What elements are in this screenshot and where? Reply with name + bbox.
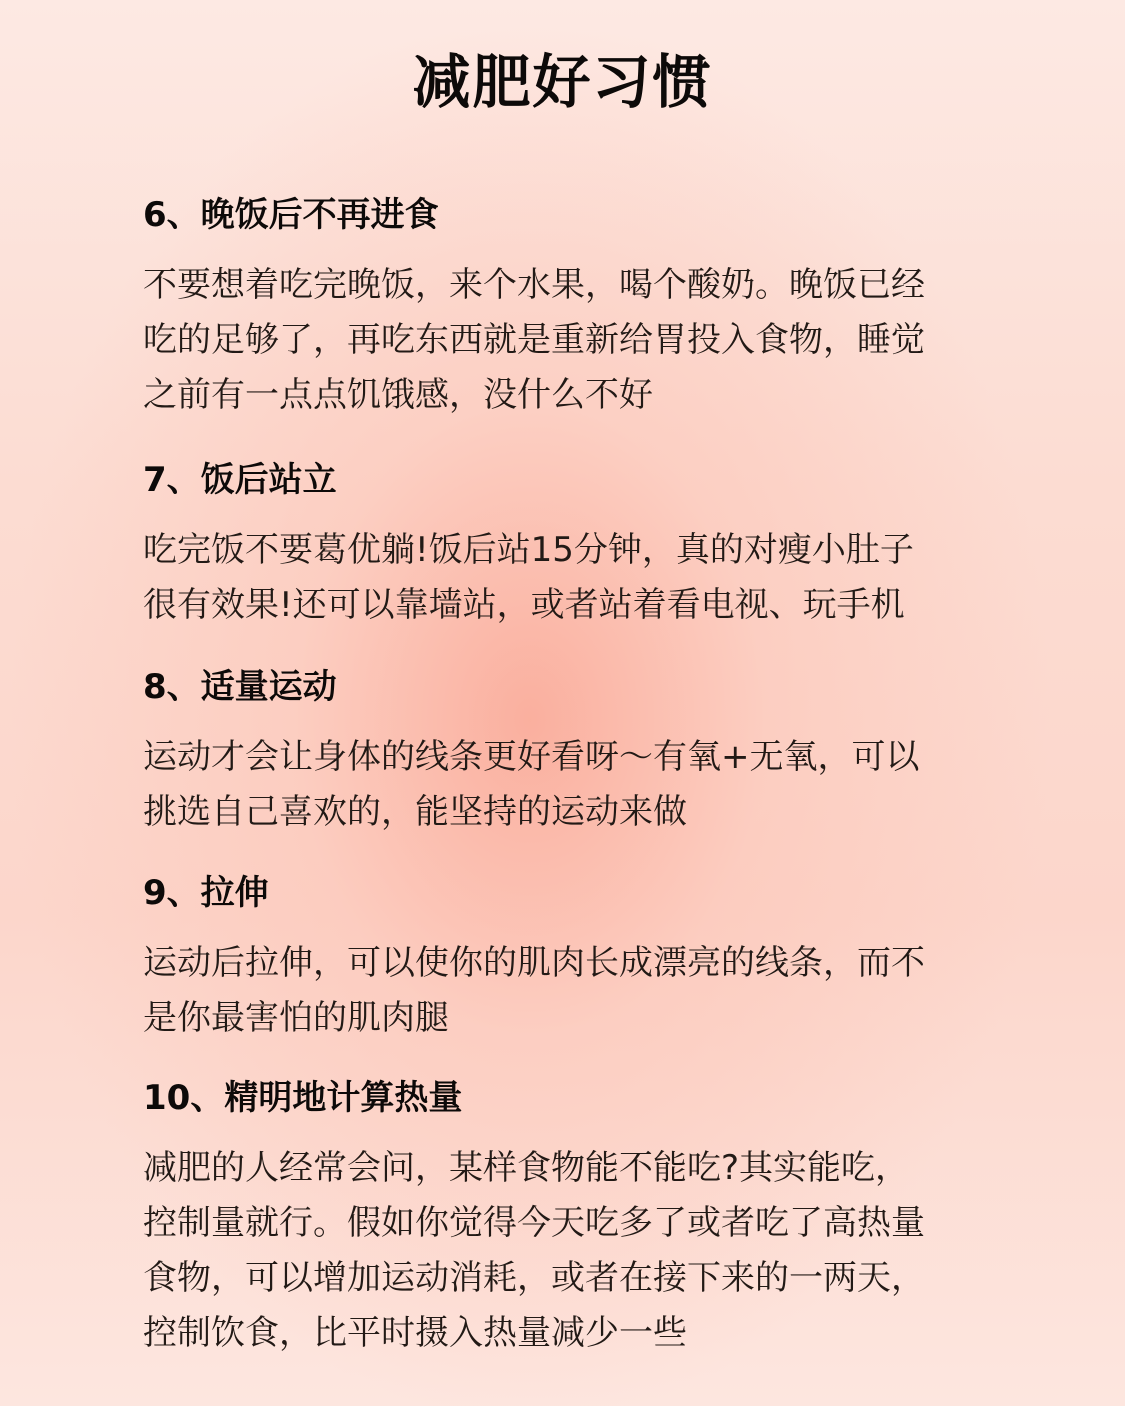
page-title: 减肥好习惯: [412, 48, 713, 116]
section-text-line: 吃的足够了，再吃东西就是重新给胃投入食物，睡觉: [143, 320, 925, 360]
section-heading: 9、拉伸: [143, 873, 269, 913]
section-6: [143, 190, 1023, 423]
section-heading: 10、精明地计算热量: [143, 1078, 463, 1118]
section-text-line: 运动才会让身体的线条更好看呀～有氧+无氧，可以: [143, 737, 920, 777]
section-heading: 7、饭后站立: [143, 460, 337, 500]
section-text-line: 食物，可以增加运动消耗，或者在接下来的一两天，: [143, 1258, 925, 1298]
section-text-line: 吃完饭不要葛优躺!饭后站15分钟，真的对瘦小肚子: [143, 530, 914, 570]
section-9: [143, 868, 1023, 1046]
section-text-line: 挑选自己喜欢的，能坚持的运动来做: [143, 792, 687, 832]
section-10: [143, 1073, 1023, 1361]
section-7: [143, 455, 1023, 633]
section-text-line: 很有效果!还可以靠墙站，或者站着看电视、玩手机: [143, 585, 905, 625]
section-heading: 8、适量运动: [143, 667, 337, 707]
section-text-line: 运动后拉伸，可以使你的肌肉长成漂亮的线条，而不: [143, 943, 925, 983]
section-heading: 6、晚饭后不再进食: [143, 195, 439, 235]
section-8: [143, 662, 1023, 840]
section-text-line: 控制量就行。假如你觉得今天吃多了或者吃了高热量: [143, 1203, 925, 1243]
section-text-line: 是你最害怕的肌肉腿: [143, 998, 449, 1038]
section-text-line: 控制饮食，比平时摄入热量减少一些: [143, 1313, 687, 1353]
section-text-line: 不要想着吃完晚饭，来个水果，喝个酸奶。晚饭已经: [143, 265, 925, 305]
section-text-line: 之前有一点点饥饿感，没什么不好: [143, 375, 653, 415]
section-text-line: 减肥的人经常会问，某样食物能不能吃?其实能吃，: [143, 1148, 910, 1188]
